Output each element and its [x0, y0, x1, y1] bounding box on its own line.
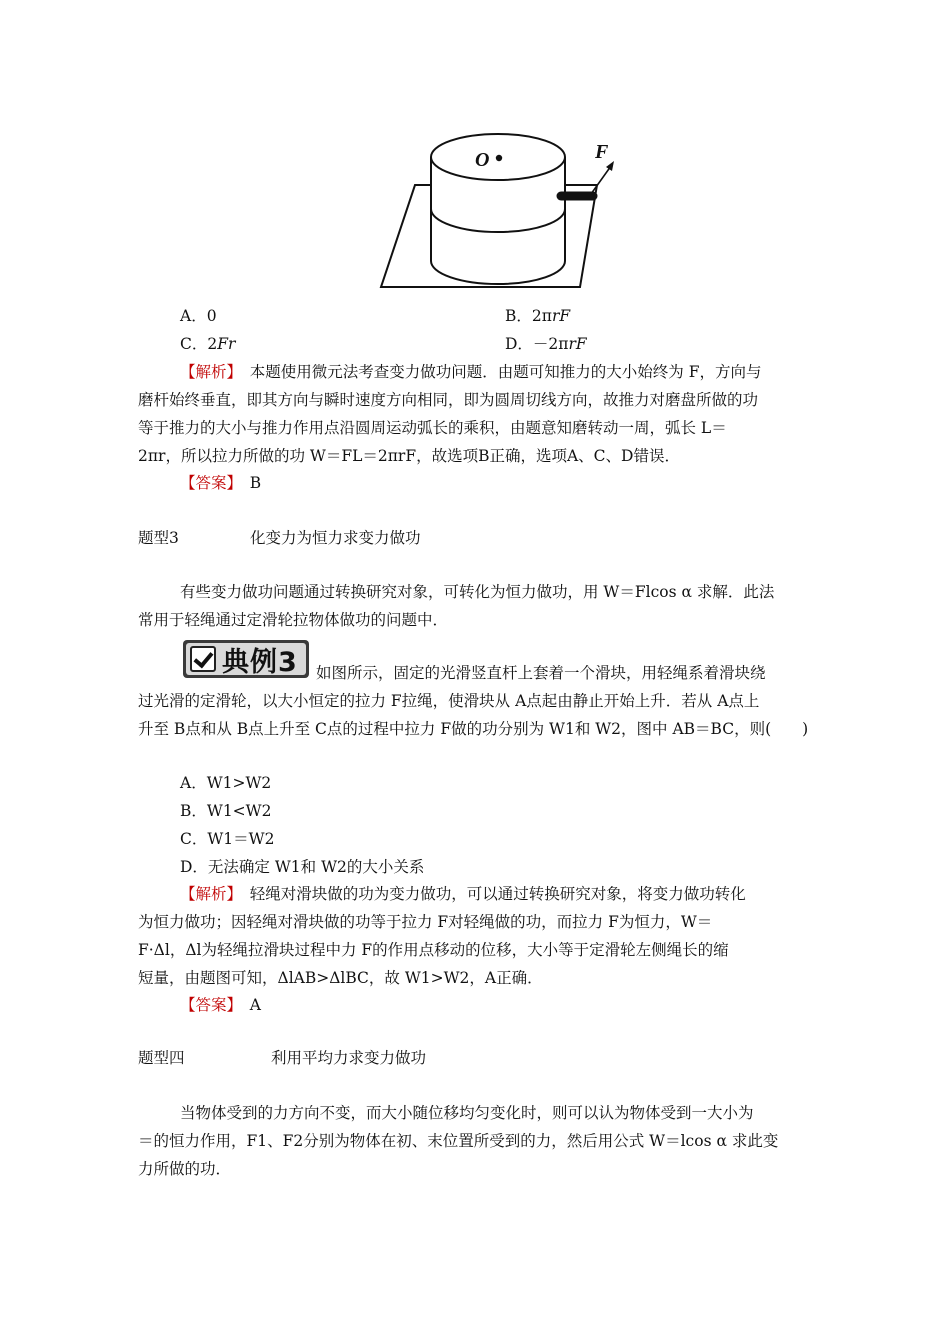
- type3-title: 化变力为恒力求变力做功: [250, 529, 421, 547]
- example3-analysis-line-4: 短量，由题图可知，ΔlAB>ΔlBC，故 W1>W2，A正确．: [138, 969, 543, 987]
- type4-para-line-1: 当物体受到的力方向不变，而大小随位移均匀变化时，则可以认为物体受到一大小为: [180, 1104, 754, 1122]
- q2-analysis-line-3: 等于推力的大小与推力作用点沿圆周运动弧长的乘积，由题意知磨转动一周，弧长 L＝: [138, 419, 727, 437]
- center-dot: [496, 155, 502, 161]
- type3-para-line-2: 常用于轻绳通过定滑轮拉物体做功的问题中．: [138, 611, 449, 629]
- q2-analysis-line-4: 2πr，所以拉力所做的功 W＝FL＝2πrF，故选项B正确，选项A、C、D错误．: [138, 447, 680, 465]
- type4-para-line-3: 力所做的功．: [138, 1160, 232, 1178]
- q2-option-c-var: Fr: [217, 335, 236, 353]
- q2-option-c-text: C．2: [180, 335, 218, 353]
- answer-value: A: [234, 996, 261, 1014]
- example3-line-2: 过光滑的定滑轮，以大小恒定的拉力 F拉绳，使滑块从 A点起由静止开始上升．若从 A点上: [138, 692, 760, 710]
- example3-analysis-line-3: F·Δl，Δl为轻绳拉滑块过程中力 F的作用点移动的位移，大小等于定滑轮左侧绳长的缩: [138, 941, 729, 959]
- example-badge-label: 典例3: [222, 646, 298, 678]
- q2-option-b-text: B．2π: [505, 307, 552, 325]
- example3-analysis-line-1: [180, 883, 746, 905]
- answer-tag: 【答案】: [180, 474, 235, 492]
- type3-heading: [138, 527, 421, 549]
- example-badge: [183, 640, 309, 678]
- force-arrow: [591, 166, 611, 194]
- type4-heading: [138, 1047, 427, 1069]
- q2-option-d-var: rF: [568, 335, 587, 353]
- example3-analysis-line-2: 为恒力做功；因轻绳对滑块做的功等于拉力 F对轻绳做的功，而拉力 F为恒力，W＝: [138, 913, 713, 931]
- q2-analysis-line-2: 磨杆始终垂直，即其方向与瞬时速度方向相同，即为圆周切线方向，故推力对磨盘所做的功: [138, 391, 759, 409]
- q2-option-b: [505, 305, 570, 327]
- q2-option-c: [180, 333, 235, 355]
- example3-answer: [180, 994, 261, 1016]
- q2-option-d-text: D．－2π: [505, 335, 569, 353]
- type3-para-line-1: 有些变力做功问题通过转换研究对象，可转化为恒力做功，用 W＝Flcos α 求解．此法: [180, 583, 775, 601]
- answer-tag: 【答案】: [180, 996, 235, 1014]
- type3-number: 题型3: [138, 529, 179, 547]
- q2-analysis-line-1: [180, 361, 761, 383]
- q2-option-b-var: rF: [551, 307, 571, 325]
- q2-option-a: [180, 305, 217, 327]
- type4-title: 利用平均力求变力做功: [271, 1049, 427, 1067]
- q2-answer: [180, 472, 261, 494]
- answer-value: B: [234, 474, 262, 492]
- center-label: O: [475, 149, 490, 171]
- type4-para-line-2: ＝的恒力作用，F1、F2分别为物体在初、末位置所受到的力，然后用公式 W＝lcos α 求此变: [138, 1132, 779, 1150]
- force-label: F: [595, 141, 609, 163]
- analysis-tag: 【解析】: [180, 885, 235, 903]
- example3-option-c: C．W1＝W2: [180, 830, 275, 848]
- type4-number: 题型四: [138, 1049, 185, 1067]
- analysis-text: 轻绳对滑块做的功为变力做功，可以通过转换研究对象，将变力做功转化: [234, 885, 746, 903]
- example3-line-3: 升至 B点和从 B点上升至 C点的过程中拉力 F做的功分别为 W1和 W2，图中 AB＝BC，则( ): [138, 720, 809, 738]
- example3-line-1: 如图所示，固定的光滑竖直杆上套着一个滑块，用轻绳系着滑块绕: [316, 664, 766, 682]
- q2-option-a-text: A．0: [180, 307, 217, 325]
- example3-option-a: A．W1>W2: [180, 774, 272, 792]
- millstone-figure: [375, 130, 625, 292]
- analysis-text: 本题使用微元法考查变力做功问题．由题可知推力的大小始终为 F，方向与: [234, 363, 762, 381]
- example3-option-b: B．W1<W2: [180, 802, 272, 820]
- q2-option-d: [505, 333, 587, 355]
- example3-option-d: D．无法确定 W1和 W2的大小关系: [180, 858, 425, 876]
- check-icon: [190, 646, 216, 672]
- analysis-tag: 【解析】: [180, 363, 235, 381]
